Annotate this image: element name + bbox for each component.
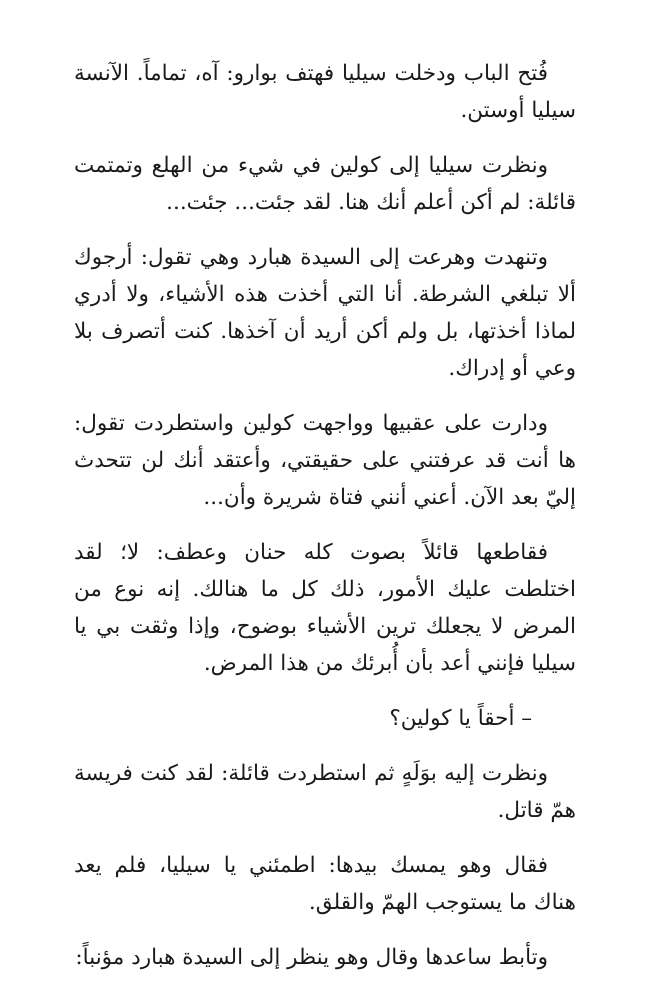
paragraph-celia-worry: ونظرت إليه بوَلَهٍ ثم استطردت قائلة: لقد كنت فريسة همّ قاتل. — [74, 761, 576, 823]
paragraph-celia-to-colin: ودارت على عقبيها وواجهت كولين واستطردت تقول: ها أنت قد عرفتني على حقيقتي، وأعتقد أنك لن تتحدث إليّ بعد الآن. أعني أنني فتاة شريرة وأن... — [74, 411, 576, 510]
paragraph-colin-reassures: فقاطعها قائلاً بصوت كله حنان وعطف: لا؛ لقد اختلطت عليك الأمور، ذلك كل ما هنالك. إنه نوع من المرض لا يجعلك ترين الأشياء بوضوح، وإذا وثقت بي يا سيليا فإنني أعد بأن أُبرئك من هذا المرض. — [74, 540, 576, 676]
paragraph-dialog-line: – أحقاً يا كولين؟ — [389, 706, 532, 731]
paragraph-door-opens: فُتح الباب ودخلت سيليا فهتف بوارو: آه، تماماً. الآنسة سيليا أوستن. — [74, 61, 576, 123]
paragraph-colin-comforts: فقال وهو يمسك بيدها: اطمئني يا سيليا، فلم يعد هناك ما يستوجب الهمّ والقلق. — [74, 853, 576, 915]
paragraph-colin-to-hubbard: وتأبط ساعدها وقال وهو ينظر إلى السيدة هبارد مؤنباً: — [75, 945, 548, 970]
paragraph-celia-startled: ونظرت سيليا إلى كولين في شيء من الهلع وتمتمت قائلة: لم أكن أعلم أنك هنا. لقد جئت... جئت... — [74, 153, 576, 215]
paragraph-celia-confesses: وتنهدت وهرعت إلى السيدة هبارد وهي تقول: أرجوك ألا تبلغي الشرطة. أنا التي أخذت هذه الأشياء، ولا أدري لماذا أخذتها، بل ولم أكن أريد أن آخذها. كنت أتصرف بلا وعي أو إدراك. — [74, 245, 576, 381]
